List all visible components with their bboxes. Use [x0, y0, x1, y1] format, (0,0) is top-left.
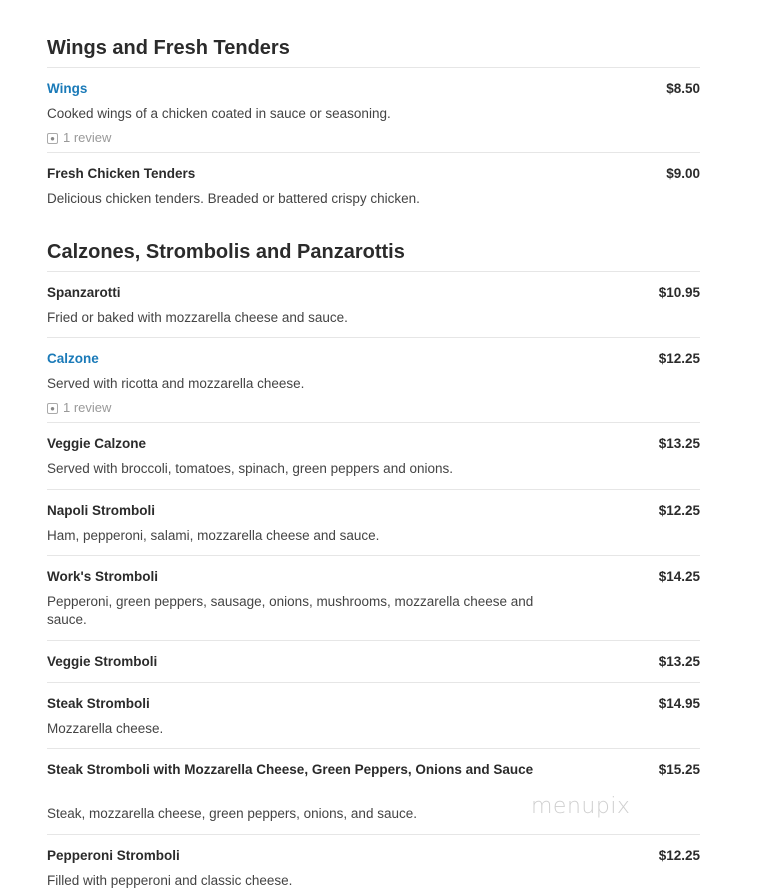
- item-name: Veggie Calzone: [47, 436, 147, 451]
- item-description: Served with broccoli, tomatoes, spinach, green peppers and onions.: [47, 461, 453, 476]
- item-name: Veggie Stromboli: [47, 654, 158, 669]
- item-price: $14.95: [658, 696, 700, 711]
- item-description: Filled with pepperoni and classic cheese.: [47, 873, 293, 888]
- item-description: Steak, mozzarella cheese, green peppers, onions, and sauce.: [47, 806, 417, 821]
- menu-item-veggie-calzone: [47, 422, 700, 490]
- section-title-wings: Wings and Fresh Tenders: [47, 37, 290, 59]
- item-name: Spanzarotti: [47, 285, 121, 300]
- item-price: $8.50: [666, 81, 700, 96]
- item-price: $13.25: [658, 436, 700, 451]
- item-reviews-label: 1 review: [63, 400, 112, 415]
- item-reviews[interactable]: [47, 400, 111, 416]
- item-name: Work's Stromboli: [47, 569, 158, 584]
- item-name: Fresh Chicken Tenders: [47, 166, 196, 181]
- item-description: Delicious chicken tenders. Breaded or battered crispy chicken.: [47, 191, 420, 206]
- item-description: Ham, pepperoni, salami, mozzarella cheese and sauce.: [47, 528, 380, 543]
- item-description: Pepperoni, green peppers, sausage, onions, mushrooms, mozzarella cheese and sauce.: [47, 594, 534, 627]
- menu-item-spanzarotti: [47, 271, 700, 338]
- menu-item-veggie-stromboli: [47, 640, 700, 683]
- item-reviews[interactable]: [47, 130, 111, 146]
- review-icon: ●: [47, 403, 58, 414]
- item-description: Mozzarella cheese.: [47, 721, 164, 736]
- section-title-calzones: Calzones, Strombolis and Panzarottis: [47, 241, 405, 263]
- item-name: Steak Stromboli with Mozzarella Cheese, Green Peppers, Onions and Sauce: [47, 762, 534, 777]
- item-price: $10.95: [658, 285, 700, 300]
- review-icon: ●: [47, 133, 58, 144]
- item-reviews-label: 1 review: [63, 130, 112, 145]
- item-name-link[interactable]: Wings: [47, 81, 88, 96]
- item-name: Pepperoni Stromboli: [47, 848, 180, 863]
- menu-item-works-stromboli: [47, 555, 700, 641]
- item-price: $12.25: [658, 351, 700, 366]
- menu-item-steak-stromboli: [47, 682, 700, 749]
- item-price: $14.25: [658, 569, 700, 584]
- menu-item-steak-stromboli-mozzarella: [47, 748, 700, 835]
- watermark-logo: menupix: [531, 794, 631, 819]
- menu-item-wings: [47, 67, 700, 153]
- item-description: Cooked wings of a chicken coated in sauce or seasoning.: [47, 106, 391, 121]
- item-name: Napoli Stromboli: [47, 503, 155, 518]
- item-price: $13.25: [658, 654, 700, 669]
- menu-item-fresh-chicken-tenders: [47, 152, 700, 213]
- item-price: $15.25: [658, 762, 700, 777]
- item-description: Served with ricotta and mozzarella cheese.: [47, 376, 305, 391]
- item-price: $9.00: [666, 166, 700, 181]
- item-name-link[interactable]: Calzone: [47, 351, 99, 366]
- menu-item-napoli-stromboli: [47, 489, 700, 556]
- menu-item-calzone: [47, 337, 700, 423]
- item-description: Fried or baked with mozzarella cheese and sauce.: [47, 310, 348, 325]
- item-price: $12.25: [658, 503, 700, 518]
- item-name: Steak Stromboli: [47, 696, 150, 711]
- menu-item-pepperoni-stromboli: [47, 834, 700, 891]
- item-price: $12.25: [658, 848, 700, 863]
